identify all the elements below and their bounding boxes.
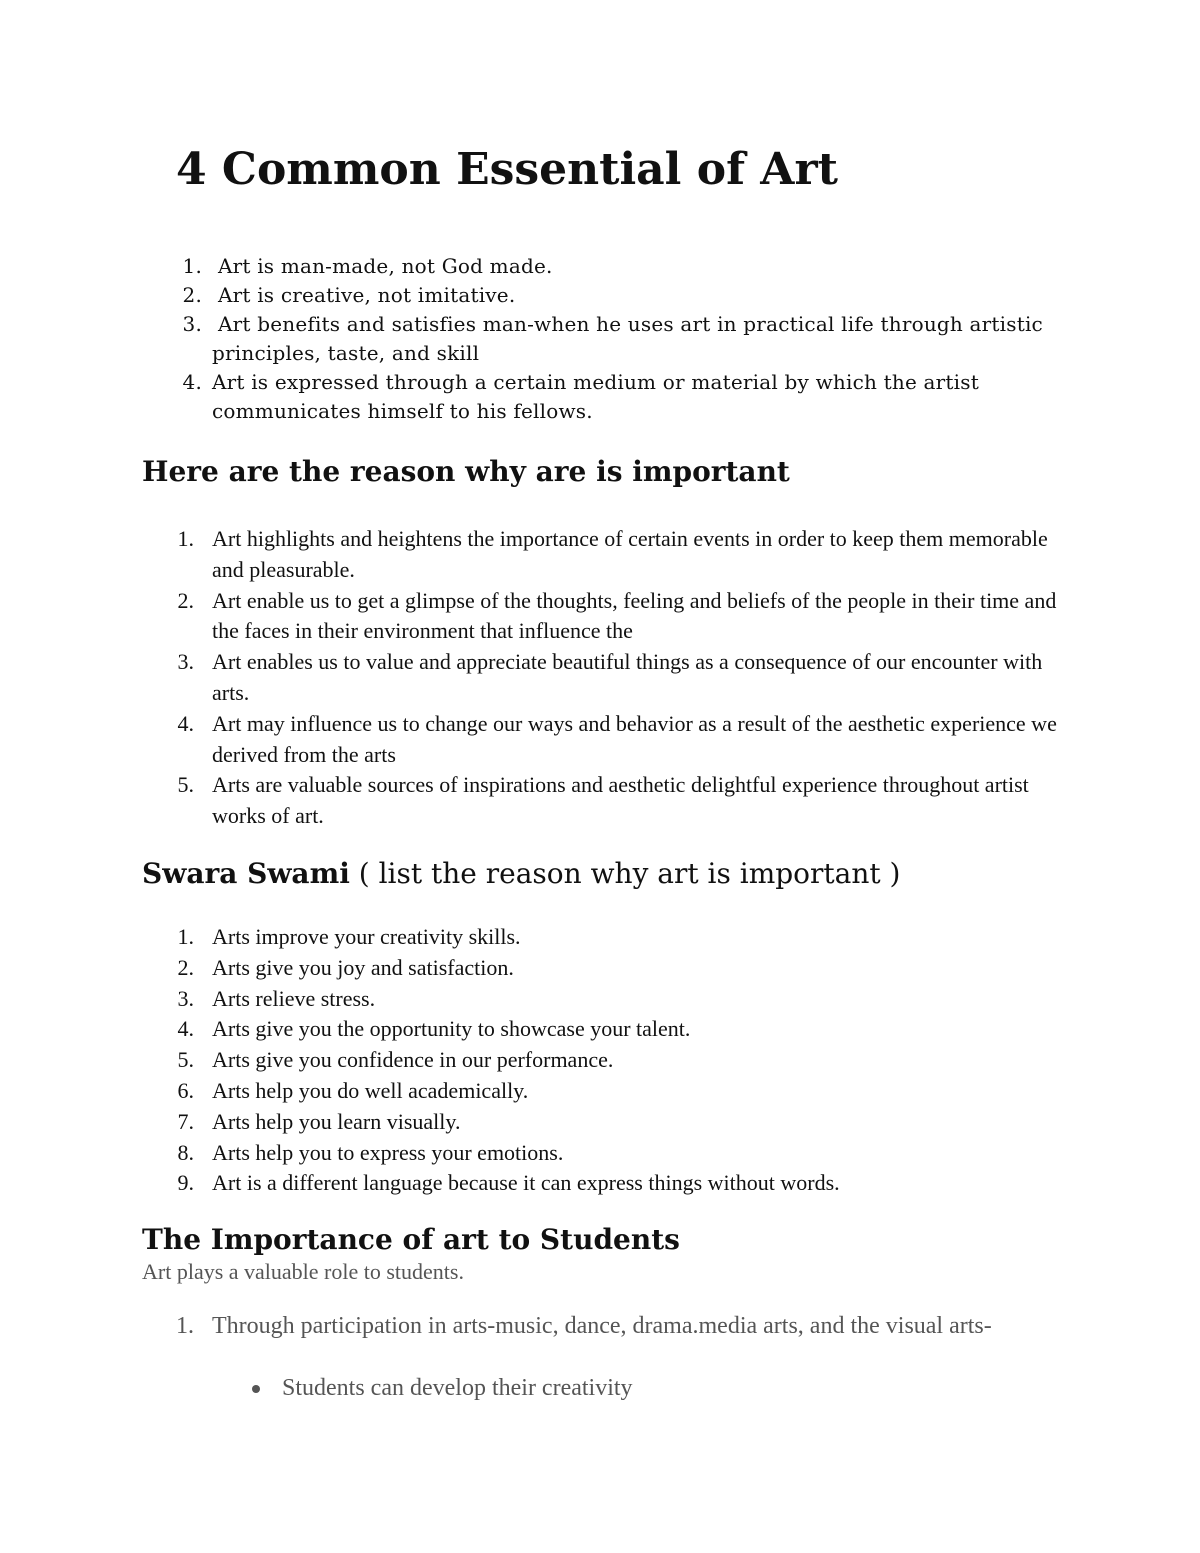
list-item: [177, 953, 1072, 984]
list-item: [177, 1045, 1072, 1076]
list-number: 8.: [177, 1139, 194, 1165]
list-item: [177, 647, 1072, 709]
list-number: 4.: [182, 370, 202, 394]
list-item: [182, 310, 1092, 368]
students-subtitle: Art plays a valuable role to students.: [142, 1259, 464, 1284]
list-item: [176, 1311, 1072, 1342]
list-item: [177, 586, 1072, 648]
essentials-list: [182, 252, 1092, 426]
list-item: [177, 1138, 1072, 1169]
list-number: 6.: [177, 1077, 194, 1103]
students-list: [176, 1311, 1072, 1342]
list-text: Art is man-made, not God made.: [218, 254, 553, 278]
bullet-dot-icon: [252, 1385, 260, 1393]
swami-list: [177, 922, 1072, 1199]
list-text: Art is creative, not imitative.: [218, 283, 516, 307]
list-text: Arts give you joy and satisfaction.: [212, 954, 514, 980]
list-text: Arts help you do well academically.: [212, 1077, 529, 1103]
list-number: 4.: [177, 1016, 194, 1042]
list-item: [177, 1076, 1072, 1107]
list-item: [182, 252, 1092, 281]
list-number: 5.: [177, 772, 194, 798]
list-number: 4.: [177, 710, 194, 736]
list-number: 3.: [177, 649, 194, 675]
students-bullet-list: [282, 1373, 633, 1404]
list-text: Art may influence us to change our ways and behavior as a result of the aesthetic experience we derived from the arts: [212, 710, 1057, 767]
list-text: Through participation in arts-music, dance, drama.media arts, and the visual arts-: [212, 1313, 992, 1339]
list-number: 1.: [176, 1313, 194, 1339]
list-text: Art enable us to get a glimpse of the thoughts, feeling and beliefs of the people in their time and the faces in their environment that influence the: [212, 587, 1057, 644]
list-number: 2.: [177, 954, 194, 980]
list-number: 1.: [182, 254, 202, 278]
page-title: 4 Common Essential of Art: [176, 144, 838, 195]
reasons-heading: Here are the reason why are is important: [142, 455, 790, 488]
list-number: 7.: [177, 1108, 194, 1134]
list-number: 9.: [177, 1170, 194, 1196]
list-item: [182, 368, 1092, 426]
bullet-item: [282, 1373, 633, 1404]
list-number: 2.: [177, 587, 194, 613]
list-item: [182, 281, 1092, 310]
list-text: Arts improve your creativity skills.: [212, 924, 521, 949]
swami-heading: [142, 854, 900, 894]
list-text: Art is a different language because it can express things without words.: [212, 1170, 840, 1196]
list-number: 2.: [182, 283, 202, 307]
list-text: Art enables us to value and appreciate beautiful things as a consequence of our encounter with arts.: [212, 649, 1043, 705]
list-number: 3.: [182, 312, 202, 336]
list-text: Arts give you the opportunity to showcase your talent.: [212, 1016, 691, 1042]
list-item: [177, 770, 1072, 832]
list-item: [177, 1014, 1072, 1045]
reasons-list: [177, 524, 1072, 832]
list-text: Arts give you confidence in our performance.: [212, 1047, 614, 1073]
list-text: Art highlights and heightens the importance of certain events in order to keep them memorable and pleasurable.: [212, 526, 1048, 582]
list-item: [177, 1168, 1072, 1199]
list-text: Arts relieve stress.: [212, 985, 376, 1011]
list-number: 1.: [177, 924, 194, 949]
list-text: Art is expressed through a certain medium or material by which the artist communicates himself to his fellows.: [212, 370, 979, 423]
list-text: Art benefits and satisfies man-when he uses art in practical life through artistic principles, taste, and skill: [212, 312, 1043, 365]
swami-heading-normal: ( list the reason why art is important ): [349, 857, 901, 890]
list-number: 1.: [177, 526, 194, 551]
swami-heading-bold: Swara Swami: [142, 857, 350, 890]
list-item: [177, 1107, 1072, 1138]
list-text: Arts help you to express your emotions.: [212, 1139, 564, 1165]
list-item: [177, 709, 1072, 771]
list-number: 5.: [177, 1047, 194, 1073]
list-number: 3.: [177, 985, 194, 1011]
list-item: [177, 922, 1072, 953]
bullet-text: Students can develop their creativity: [282, 1375, 633, 1401]
list-item: [177, 984, 1072, 1015]
list-text: Arts are valuable sources of inspirations and aesthetic delightful experience throughout artist works of art.: [212, 772, 1029, 829]
list-item: [177, 524, 1072, 586]
students-heading: The Importance of art to Students: [142, 1223, 680, 1256]
list-text: Arts help you learn visually.: [212, 1108, 461, 1134]
